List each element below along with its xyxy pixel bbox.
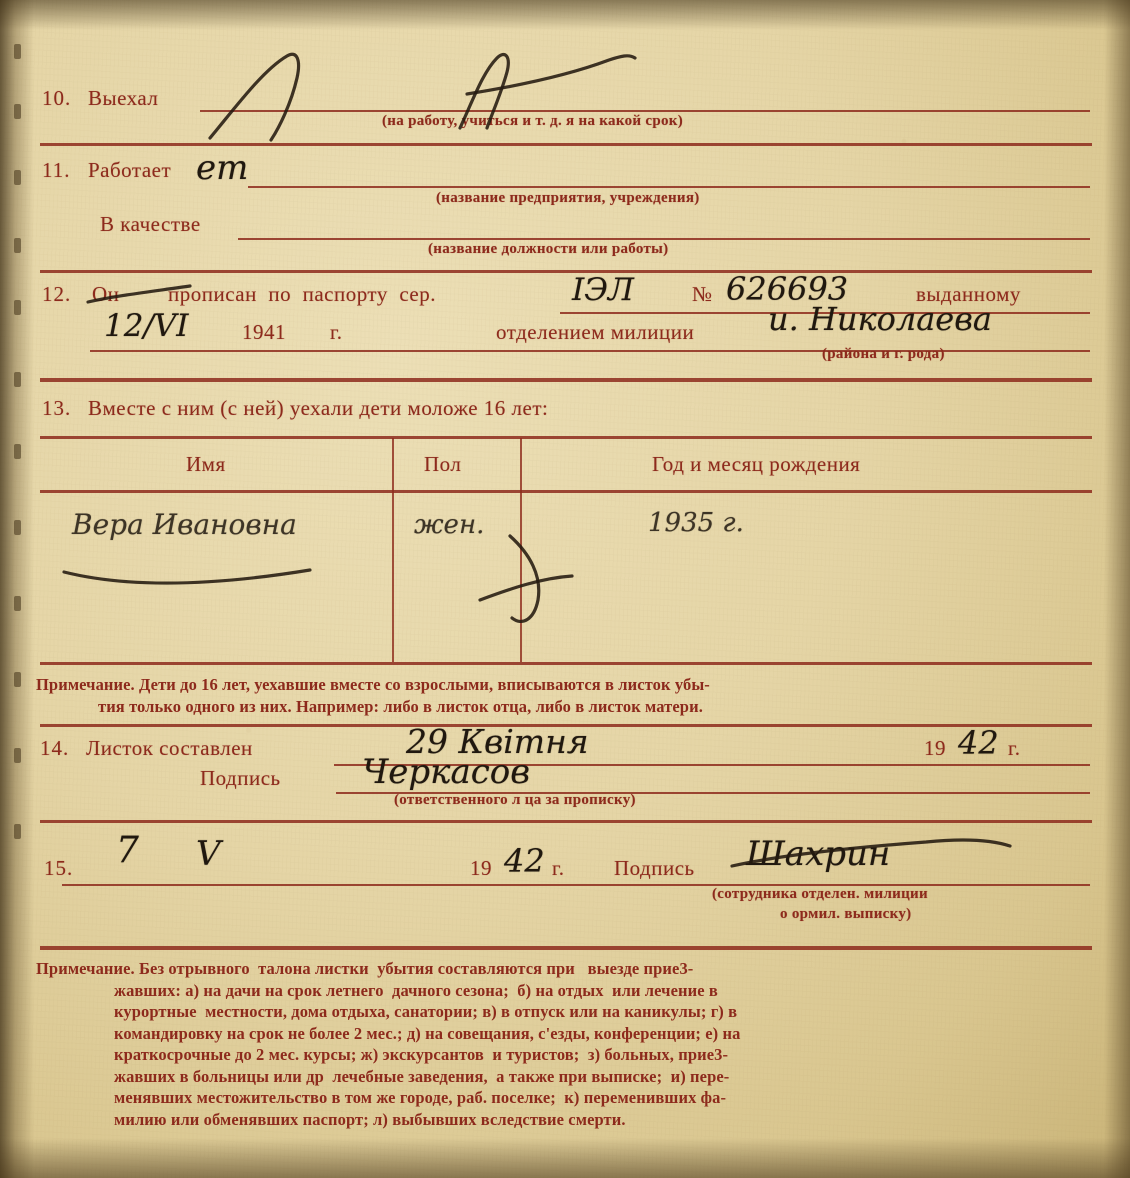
field-12-label-d: отделением милиции [496,320,695,344]
note-2-line-1: Примечание. Без отрывного талона листки убытия составляются при выезде прие3- [36,959,694,978]
field-14-year-value: 42 [958,724,999,762]
field-11-sub-label: В качестве [100,212,201,236]
note-2-line-2: жавших: а) на дачи на срок летнего дачного сезона; б) на отдых или лечение в [114,980,718,1000]
divider-after-10 [40,143,1092,146]
note-2-line-4: командировку на срок не более 2 мес.; д) на совещания, с'езды, конференции; е) на [114,1023,741,1043]
table-row-name: Вера Ивановна [72,508,297,541]
note-2-line-7: менявших местожительство в том же городе, раб. поселке; к) переменивших фа- [114,1088,727,1107]
note-2-line-8: милию или обменявших паспорт; л) выбывших вследствие смерти. [114,1109,626,1129]
field-10-number: 10. [42,86,72,110]
note-2-line-6: жавших в больницы или др лечебные заведения, а также при выписке; и) пере- [114,1066,730,1086]
field-14-year-suffix: г. [1008,736,1021,760]
field-12-label-a: Он [92,282,120,306]
note-1 [36,674,1092,717]
page-edge-shadow-right [1104,0,1130,1178]
field-14-date-value: 29 Квiтня [406,722,589,761]
table-top-border [40,436,1092,439]
field-12-date-value: 12/VI [104,308,189,344]
divider-after-12 [40,378,1092,382]
table-column-divider-1 [392,438,394,662]
field-12-number-sign: № [692,282,713,306]
field-15-number: 15. [44,856,74,880]
field-15-sign-label: Подпись [614,856,695,880]
field-12-year-value: 1941 [242,320,286,344]
field-15-day-value: 7 [116,830,139,871]
field-13-label: Вместе с ним (с ней) уехали дети моложе 16 лет: [88,396,549,420]
field-12-label-c: выданному [916,282,1021,306]
note-2-line-3: курортные местности, дома отдыха, санатории; в) в отпуск или на каникулы; г) в [114,1002,738,1021]
field-12-caption: (района и г. рода) [822,346,945,362]
field-15-year-value: 42 [504,842,545,880]
field-11-caption: (название предприятия, учреждения) [436,190,700,206]
field-11-sub-caption: (название должности или работы) [428,241,669,257]
field-10-caption: (на работу, учиться и т. д. я на какой срок) [382,113,683,129]
field-11-sub-line [238,238,1090,240]
divider-after-15 [40,946,1092,950]
divider-after-11 [40,270,1092,273]
field-12-number: 12. [42,282,72,306]
field-14-number: 14. [40,736,70,760]
table-column-divider-2 [520,438,522,662]
field-15-month-value: V [196,834,221,874]
field-11-label: Работает [88,158,172,182]
field-11-line [248,186,1090,188]
divider-after-14 [40,820,1092,823]
note-1-line-2: тия только одного из них. Например: либо в листок отца, либо в листок матери. [98,696,703,716]
field-13-number: 13. [42,396,72,420]
field-15-year-suffix: г. [552,856,565,880]
table-bottom-border [40,662,1092,665]
field-12-series-value: IЭЛ [572,272,634,308]
field-10-label: Выехал [88,86,159,110]
field-15-caption-line-2: о ормил. выписку) [780,906,912,922]
field-14-caption: (ответственного л ца за прописку) [394,792,636,808]
page-edge-shadow-bottom [0,1138,1130,1178]
field-14-sign-label: Подпись [200,766,281,790]
field-14-year-prefix: 19 [924,736,946,760]
note-2 [36,958,1096,1130]
field-15-year-prefix: 19 [470,856,492,880]
page-edge-shadow-left [0,0,34,1178]
table-header-name: Имя [186,452,226,476]
field-12-year-suffix: г. [330,320,343,344]
table-header-sex: Пол [424,452,462,476]
field-15-line [62,884,1090,886]
note-1-line-1: Примечание. Дети до 16 лет, уехавшие вместе со взрослыми, вписываются в листок убы- [36,675,710,694]
table-row-birth: 1935 г. [648,508,744,538]
field-12-label-b: прописан по паспорту сер. [168,282,436,306]
table-row-sex: жен. [414,510,485,540]
field-10-line [200,110,1090,112]
field-12-office-value: и. Николаева [768,300,992,338]
page-edge-shadow-top [0,0,1130,30]
field-11-handwriting: ет [196,148,249,188]
table-header-border [40,490,1092,493]
field-15-sign-value: Шахрин [746,834,891,874]
field-15-caption-line-1: (сотрудника отделен. милиции [712,886,928,902]
table-header-birth: Год и месяц рождения [652,452,861,476]
handwritten-mark-table [60,530,760,640]
field-12-number-value: 626693 [726,270,849,308]
field-14-label: Листок составлен [86,736,253,760]
field-14-sign-value: Черкасов [362,752,531,792]
field-11-number: 11. [42,158,71,182]
note-2-line-5: краткосрочные до 2 мес. курсы; ж) экскурсантов и туристов; з) больных, прие3- [114,1045,729,1064]
